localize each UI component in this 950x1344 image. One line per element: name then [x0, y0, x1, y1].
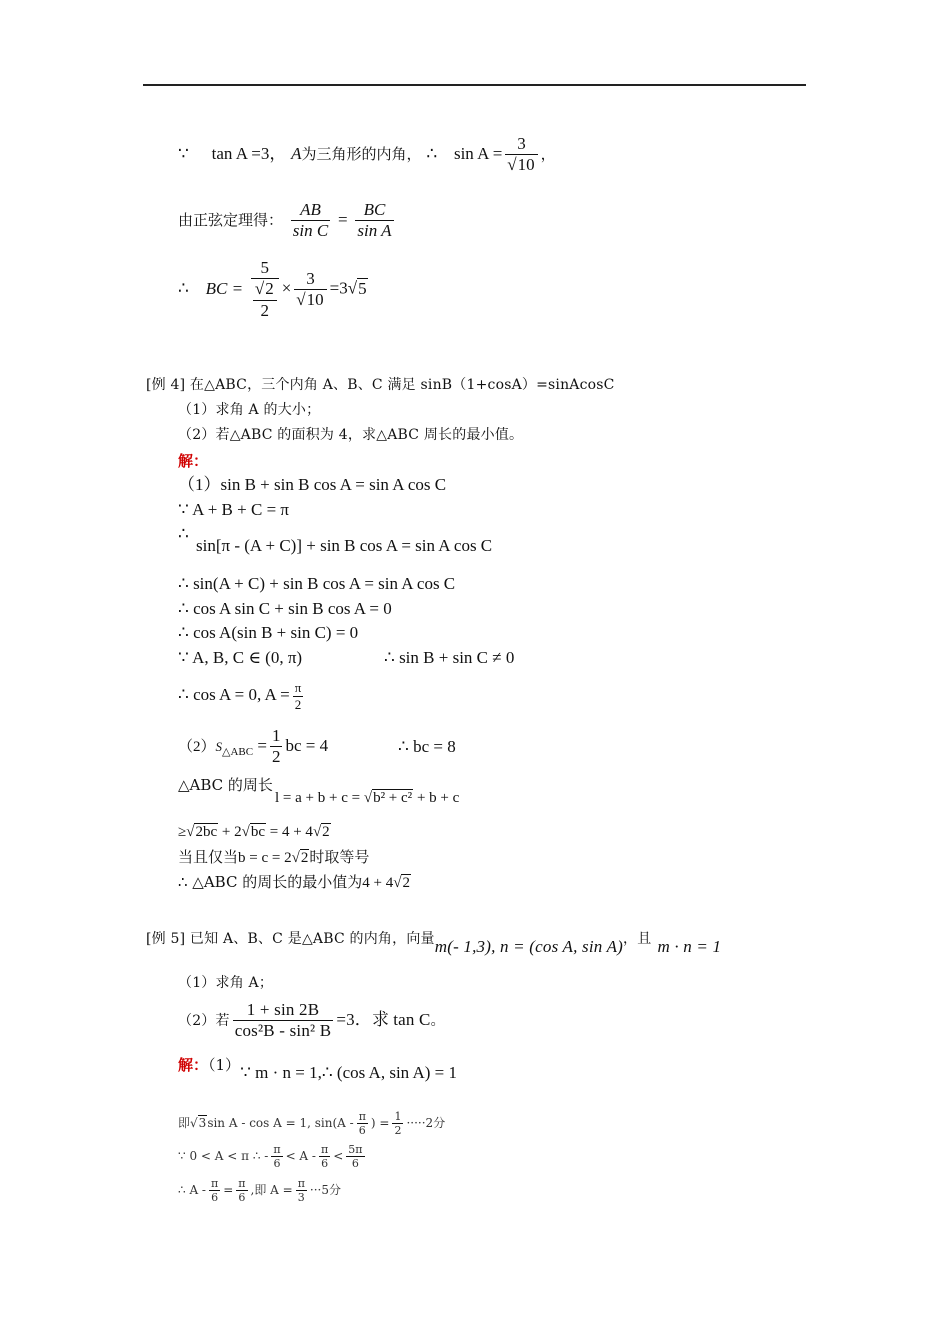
given-fraction: $\frac{1 + \sin 2B}{\text{cos²B - sin² B}}$ [234, 1000, 332, 1041]
ab-over-sinc: $\frac{AB}{\text{sin C}}$ [292, 200, 329, 241]
vector-expr: m(- 1,3), n = (cos A, sin A) [434, 937, 624, 956]
angle-a: A [291, 143, 302, 163]
ex4-step9c: ∴ bc = 8 [398, 737, 456, 756]
three-over-root10: $\frac{3}{√10}$ [294, 269, 326, 311]
ex3-line2: 由正弦定理得： $\frac{AB}{\text{sin C}}$ = $\frac{BC}{\text{sin A}}$ [178, 200, 392, 241]
ex5-q2: （2）若 $\frac{1 + \sin 2B}{\text{cos²B - sin² B}}$ =3．求 tan C。 [178, 1000, 445, 1041]
ex4-step1: （1）sin B + sin B cos A = sin A cos C [178, 475, 447, 494]
ex5-header: [例 5] 已知 A、B、C 是△ABC 的内角，向量m(- 1,3), n = (cos A, sin A)，且 m · n = 1 [146, 931, 722, 956]
ex4-header: [例 4] 在△ABC，三个内角 A、B、C 满足 sinB（1+cosA）=sinAcosC [146, 377, 615, 393]
dot-product-cond: m · n = 1 [657, 937, 722, 956]
ex4-perimeter-label: △ABC 的周长 [178, 776, 273, 794]
sin-a-fraction: $\frac{3}{√10}$ [505, 134, 537, 176]
ex4-q1: （1）求角 A 的大小； [178, 402, 321, 418]
ex5-step3: ∴ A - $\frac{\pi}{6}$ = $\frac{\pi}{6}$ ,即 A = $\frac{\pi}{3}$ ···5分 [178, 1177, 342, 1205]
ex4-step6: ∴ cos A(sin B + sin C) = 0 [178, 623, 359, 642]
ex4-step9: $(2)S_{\triangle ABC}$ = $\frac{1}{2}$ bc = 4 [178, 726, 329, 767]
ex4-step2: ∵ A + B + C = π [178, 500, 289, 519]
tan-a-eq: tan A =3， [211, 143, 287, 163]
bc-over-sina: $\frac{BC}{\text{sin A}}$ [357, 200, 392, 241]
ex4-step4: ∴ sin(A + C) + sin B cos A = sin A cos C [178, 574, 456, 593]
ex3-line3: ∴ BC = $\frac{5}{\frac{√2}{2}}$ × $\frac{3}{√10}$ =3√5 [178, 258, 367, 320]
ex4-q2: （2）若△ABC 的面积为 4，求△ABC 周长的最小值。 [178, 427, 524, 443]
one-half: $\frac{1}{2}$ [271, 726, 281, 767]
ex5-step2: ∵ 0 < A < π ∴ - $\frac{\pi}{6}$ < A - $\frac{\pi}{6}$ < $\frac{5\pi}{6}$ [178, 1143, 363, 1171]
since-symbol: ∵ [178, 143, 189, 164]
ex5-step1: 即√3sin A - cos A = 1, sin(A - $\frac{\pi}{6}$ ) = $\frac{1}{2}$ ·····2分 [178, 1110, 446, 1138]
sine-rule-label: 由正弦定理得： [178, 210, 284, 229]
bc-eq: BC = [205, 278, 244, 298]
ex5-solution: 解：（1）∵ m · n = 1,∴ (cos A, sin A) = 1 [178, 1056, 458, 1082]
ex4-step7a: ∵ A, B, C ∈ (0, π) [178, 648, 303, 667]
ex4-solution-label: 解： [178, 452, 209, 470]
ex4-inequality: ≥√2bc + 2√bc = 4 + 4√2 [178, 824, 330, 840]
ex4-step8: ∴ cos A = 0, A = $\frac{\pi}{2}$ [178, 680, 302, 712]
header-rule [143, 84, 806, 86]
ex4-equality-condition: 当且仅当b = c = 2√2时取等号 [178, 848, 370, 866]
ex4-min-perimeter: ∴ △ABC 的周长的最小值为4 + 4√2 [178, 873, 410, 891]
ex3-line1: ∵ tan A =3， A为三角形的内角， ∴ sin A = $\frac{3}{√10}$ ， [178, 134, 556, 175]
sin-a-eq: sin A = [453, 143, 503, 163]
ex4-perimeter-expr: l = a + b + c = √b² + c² + b + c [275, 790, 460, 806]
ex4-step3: sin[π - (A + C)] + sin B cos A = sin A cos C [196, 536, 493, 555]
therefore-symbol: ∴ [426, 143, 438, 164]
complex-fraction: $\frac{5}{\frac{√2}{2}}$ [251, 258, 279, 321]
inner-angle-text: 为三角形的内角， [301, 144, 422, 163]
ex5-q1: （1）求角 A； [178, 975, 274, 991]
pi-over-2: $\frac{\pi}{2}$ [294, 680, 302, 712]
ex4-step3-therefore: ∴ [178, 524, 189, 544]
ex4-step5: ∴ cos A sin C + sin B cos A = 0 [178, 599, 392, 618]
ex4-step7b: ∴ sin B + sin C ≠ 0 [384, 648, 515, 667]
